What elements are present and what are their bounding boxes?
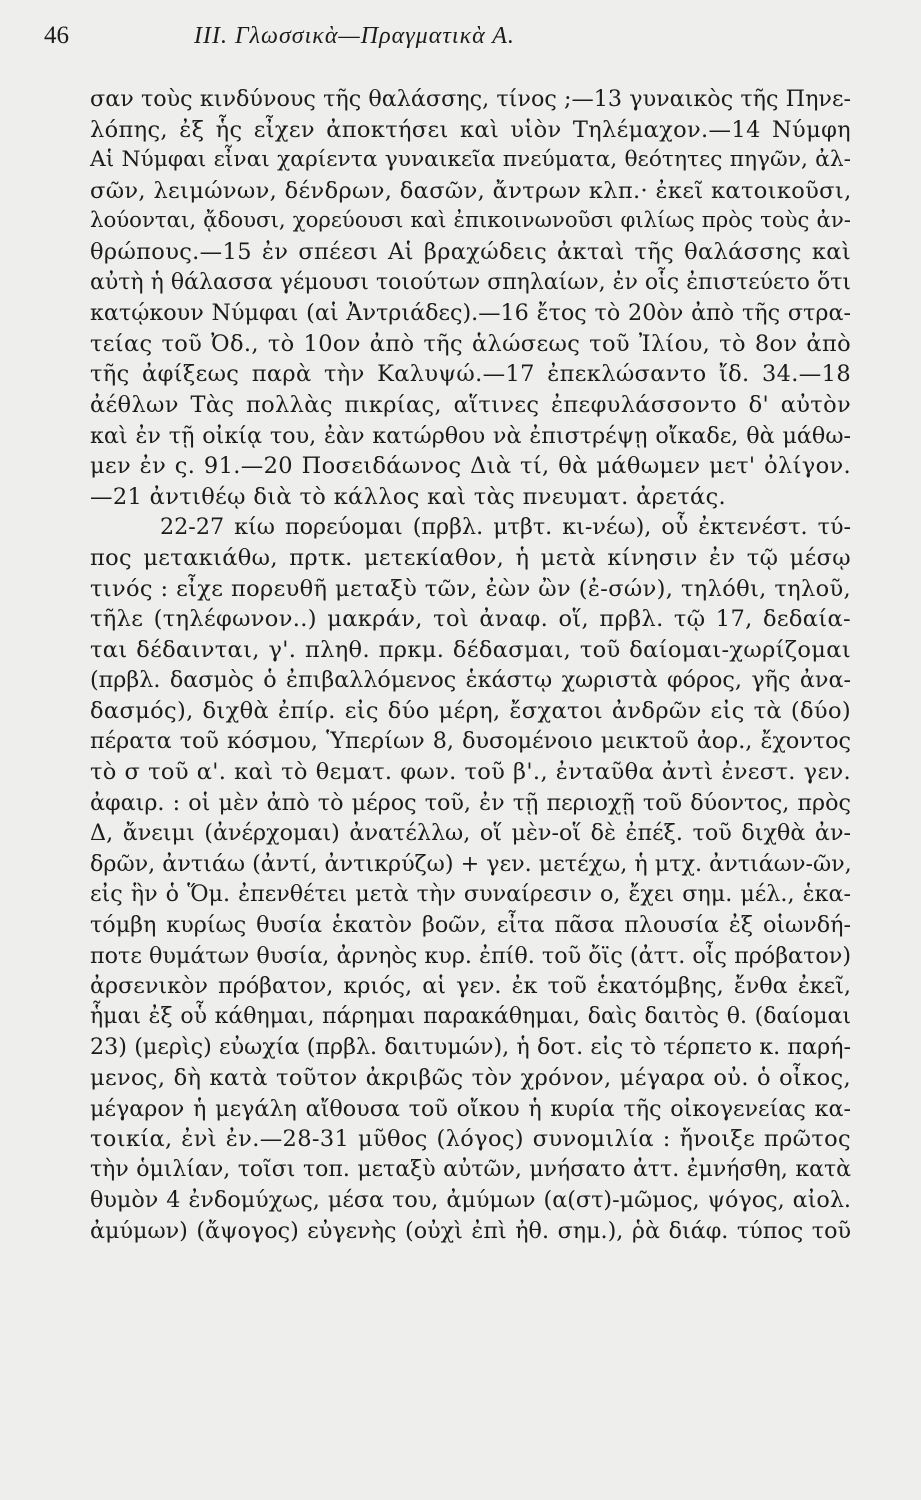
- text-line: πέρατα τοῦ κόσμου, Ὑπερίων 8, δυσομένοιο μεικτοῦ ἀορ., ἔχοντος: [90, 728, 851, 755]
- text-line: δρῶν, ἀντιάω (ἀντί, ἀντικρύζω) + γεν. μετέχω, ἡ μτχ. ἀντιάων-ῶν,: [90, 850, 852, 877]
- text-line: αὐτὴ ἡ θάλασσα γέμουσι τοιούτων σπηλαίων, ἐν οἷς ἐπιστεύετο ὅτι: [90, 269, 851, 295]
- text-line: τῆλε (τηλέφωνον..) μακράν, τοὶ ἀναφ. οἵ, πρβλ. τῷ 17, δεδαία-: [90, 606, 851, 633]
- running-head: [44, 22, 851, 84]
- text-line: ται δέδαινται, γ'. πληθ. πρκμ. δέδασμαι, τοῦ δαίομαι-χωρίζομαι: [90, 636, 851, 663]
- text-line: σῶν, λειμώνων, δένδρων, δασῶν, ἄντρων κλπ.· ἐκεῖ κατοικοῦσι,: [90, 177, 852, 204]
- text-line: τινός : εἶχε πορευθῆ μεταξὺ τῶν, ἐὼν ὢν (ἐ-σών), τηλόθι, τηλοῦ,: [90, 575, 851, 602]
- text-line: τείας τοῦ Ὀδ., τὸ 10ον ἀπὸ τῆς ἁλώσεως τοῦ Ἰλίου, τὸ 8ον ἀπὸ: [90, 330, 851, 357]
- text-line: ἀφαιρ. : οἱ μὲν ἀπὸ τὸ μέρος τοῦ, ἐν τῇ περιοχῇ τοῦ δύοντος, πρὸς: [90, 789, 851, 816]
- text-line: 22-27 κίω πορεύομαι (πρβλ. μτβτ. κι-νέω), οὗ ἐκτενέστ. τύ-: [160, 514, 851, 541]
- text-line: καὶ ἐν τῇ οἰκίᾳ του, ἐὰν κατώρθου νὰ ἐπιστρέψῃ οἴκαδε, θὰ μάθω-: [90, 422, 851, 449]
- text-line: λόπης, ἐξ ἧς εἶχεν ἀποκτήσει καὶ υἱὸν Τηλέμαχον.—14 Νύμφη: [90, 116, 851, 143]
- text-line: εἰς ἣν ὁ Ὅμ. ἐπενθέτει μετὰ τὴν συναίρεσιν ο, ἔχει σημ. μέλ., ἑκα-: [90, 881, 851, 908]
- text-line: κατῴκουν Νύμφαι (αἱ Ἀντριάδες).—16 ἔτος τὸ 20ὸν ἀπὸ τῆς στρα-: [90, 300, 851, 327]
- text-line: πος μετακιάθω, πρτκ. μετεκίαθον, ἡ μετὰ κίνησιν ἐν τῷ μέσῳ: [90, 544, 851, 571]
- text-line: ἧμαι ἐξ οὗ κάθημαι, πάρημαι παρακάθημαι, δαὶς δαιτὸς θ. (δαίομαι: [90, 1003, 851, 1029]
- text-line: τὸ σ τοῦ α'. καὶ τὸ θεματ. φων. τοῦ β'., ἐνταῦθα ἀντὶ ἐνεστ. γεν.: [90, 759, 851, 786]
- text-line: 23) (μερὶς) εὐωχία (πρβλ. δαιτυμών), ἡ δοτ. εἰς τὸ τέρπετο κ. παρή-: [90, 1034, 851, 1061]
- page-number: 46: [44, 22, 69, 49]
- text-line: θρώπους.—15 ἐν σπέεσι Αἱ βραχώδεις ἀκταὶ τῆς θαλάσσης καὶ: [90, 238, 851, 265]
- commentary-text: [90, 84, 851, 1247]
- text-line: ἀέθλων Τὰς πολλὰς πικρίας, αἵτινες ἐπεφυλάσσοντο δ' αὐτὸν: [90, 391, 851, 418]
- text-line: ποτε θυμάτων θυσία, ἀρνηὸς κυρ. ἐπίθ. τοῦ ὄϊς (ἀττ. οἶς πρόβατον): [90, 942, 851, 969]
- text-line: σαν τοὺς κινδύνους τῆς θαλάσσης, τίνος ;—13 γυναικὸς τῆς Πηνε-: [90, 86, 851, 112]
- text-line: τόμβη κυρίως θυσία ἑκατὸν βοῶν, εἶτα πᾶσα πλουσία ἐξ οἱωνδή-: [90, 912, 851, 939]
- text-line: λούονται, ᾄδουσι, χορεύουσι καὶ ἐπικοινωνοῦσι φιλίως πρὸς τοὺς ἀν-: [90, 208, 851, 234]
- text-line: ἀρσενικὸν πρόβατον, κριός, αἱ γεν. ἐκ τοῦ ἑκατόμβης, ἔνθα ἐκεῖ,: [90, 973, 851, 1000]
- text-line: τοικία, ἐνὶ ἐν.—28-31 μῦθος (λόγος) συνομιλία : ἤνοιξε πρῶτος: [90, 1126, 851, 1153]
- text-line: θυμὸν 4 ἐνδομύχως, μέσα του, ἀμύμων (α(στ)-μῶμος, ψόγος, αἰολ.: [90, 1187, 851, 1214]
- text-line: μεν ἐν ς. 91.—20 Ποσειδάωνος Διὰ τί, θὰ μάθωμεν μετ' ὀλίγον.: [90, 453, 851, 480]
- text-line: ἀμύμων) (ἄψογος) εὐγενὴς (οὐχὶ ἐπὶ ἠθ. σημ.), ῥὰ διάφ. τύπος τοῦ: [90, 1217, 851, 1244]
- text-line: Δ, ἄνειμι (ἀνέρχομαι) ἀνατέλλω, οἵ μὲν-οἵ δὲ ἐπέξ. τοῦ διχθὰ ἀν-: [90, 820, 851, 847]
- text-line: μέγαρον ἡ μεγάλη αἴθουσα τοῦ οἴκου ἡ κυρία τῆς οἰκογενείας κα-: [90, 1095, 851, 1122]
- text-line: τὴν ὁμιλίαν, τοῖσι τοπ. μεταξὺ αὐτῶν, μνήσατο ἀττ. ἐμνήσθη, κατὰ: [90, 1156, 851, 1182]
- text-line: Αἱ Νύμφαι εἶναι χαρίεντα γυναικεῖα πνεύματα, θεότητες πηγῶν, ἀλ-: [90, 147, 851, 173]
- text-line: (πρβλ. δασμὸς ὁ ἐπιβαλλόμενος ἑκάστῳ χωριστὰ φόρος, γῆς ἀνα-: [90, 667, 851, 694]
- chapter-title: ΙΙΙ. Γλωσσικὰ—Πραγματικὰ Α.: [194, 23, 515, 49]
- text-line: μενος, δὴ κατὰ τοῦτον ἀκριβῶς τὸν χρόνον, μέγαρα οὐ. ὁ οἶκος,: [90, 1065, 851, 1091]
- text-line: δασμός), διχθὰ ἐπίρ. εἰς δύο μέρη, ἔσχατοι ἀνδρῶν εἰς τὰ (δύο): [90, 697, 851, 724]
- text-line: τῆς ἀφίξεως παρὰ τὴν Καλυψώ.—17 ἐπεκλώσαντο ἴδ. 34.—18: [90, 361, 851, 388]
- text-line: —21 ἀντιθέῳ διὰ τὸ κάλλος καὶ τὰς πνευματ. ἀρετάς.: [90, 483, 727, 510]
